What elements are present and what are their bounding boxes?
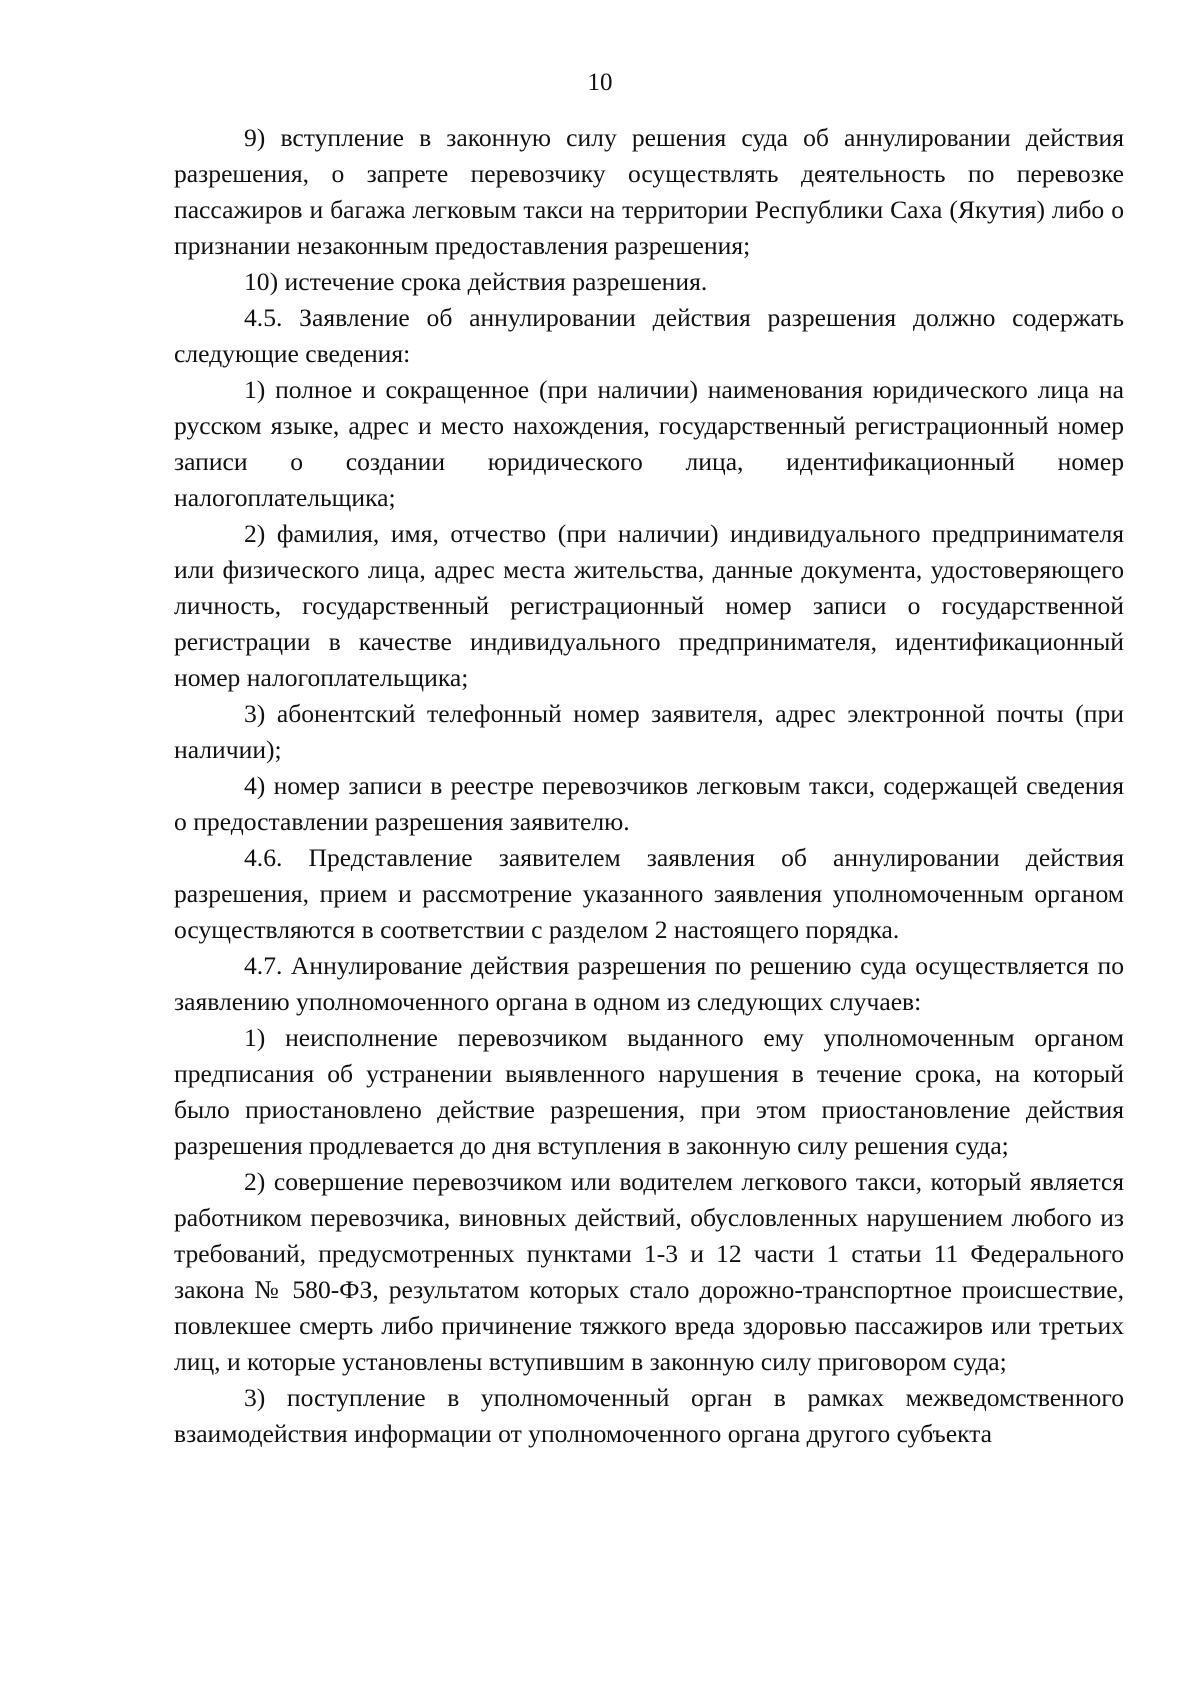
paragraph-4-7-item-1: 1) неисполнение перевозчиком выданного ему уполномоченным органом предписания об устранении выявленного нарушения в течение срока, на который было приостановлено действие разрешения, при этом приостановление действия разрешения продлевается до дня вступления в законную силу решения суда; (174, 1023, 1124, 1160)
paragraph-4-5-item-2: 2) фамилия, имя, отчество (при наличии) индивидуального предпринимателя или физического лица, адрес места жительства, данные документа, удостоверяющего личность, государственный регистрационный номер записи о государственной регистрации в качестве индивидуального предпринимателя, идентификационный номер налогоплательщика; (174, 519, 1124, 692)
paragraph-section-4-7: 4.7. Аннулирование действия разрешения по решению суда осуществляется по заявлению уполномоченного органа в одном из следующих случаев: (174, 951, 1124, 1016)
paragraph-item-9: 9) вступление в законную силу решения суда об аннулировании действия разрешения, о запрете перевозчику осуществлять деятельность по перевозке пассажиров и багажа легковым такси на территории Республики Саха (Якутия) либо о признании незаконным предоставления разрешения; (174, 123, 1124, 260)
paragraph-4-5-item-1: 1) полное и сокращенное (при наличии) наименования юридического лица на русском языке, адрес и место нахождения, государственный регистрационный номер записи о создании юридического лица, идентификационный номер налогоплательщика; (174, 375, 1124, 512)
document-body (174, 120, 1124, 1452)
paragraph-item-10: 10) истечение срока действия разрешения. (244, 267, 708, 296)
paragraph-4-5-item-3: 3) абонентский телефонный номер заявителя, адрес электронной почты (при наличии); (174, 699, 1124, 764)
paragraph-4-7-item-2: 2) совершение перевозчиком или водителем легкового такси, который является работником перевозчика, виновных действий, обусловленных нарушением любого из требований, предусмотренных пунктами 1-3 и 12 части 1 статьи 11 Федерального закона № 580-ФЗ, результатом которых стало дорожно-транспортное происшествие, повлекшее смерть либо причинение тяжкого вреда здоровью пассажиров или третьих лиц, и которые установлены вступившим в законную силу приговором суда; (174, 1167, 1124, 1376)
paragraph-4-5-item-4: 4) номер записи в реестре перевозчиков легковым такси, содержащей сведения о предоставлении разрешения заявителю. (174, 771, 1124, 836)
paragraph-section-4-6: 4.6. Представление заявителем заявления об аннулировании действия разрешения, прием и рассмотрение указанного заявления уполномоченным органом осуществляются в соответствии с разделом 2 настоящего порядка. (174, 843, 1124, 944)
page-number: 10 (587, 69, 613, 96)
paragraph-section-4-5: 4.5. Заявление об аннулировании действия разрешения должно содержать следующие сведения: (174, 303, 1124, 368)
paragraph-4-7-item-3: 3) поступление в уполномоченный орган в рамках межведомственного взаимодействия информации от уполномоченного органа другого субъекта (174, 1383, 1124, 1448)
